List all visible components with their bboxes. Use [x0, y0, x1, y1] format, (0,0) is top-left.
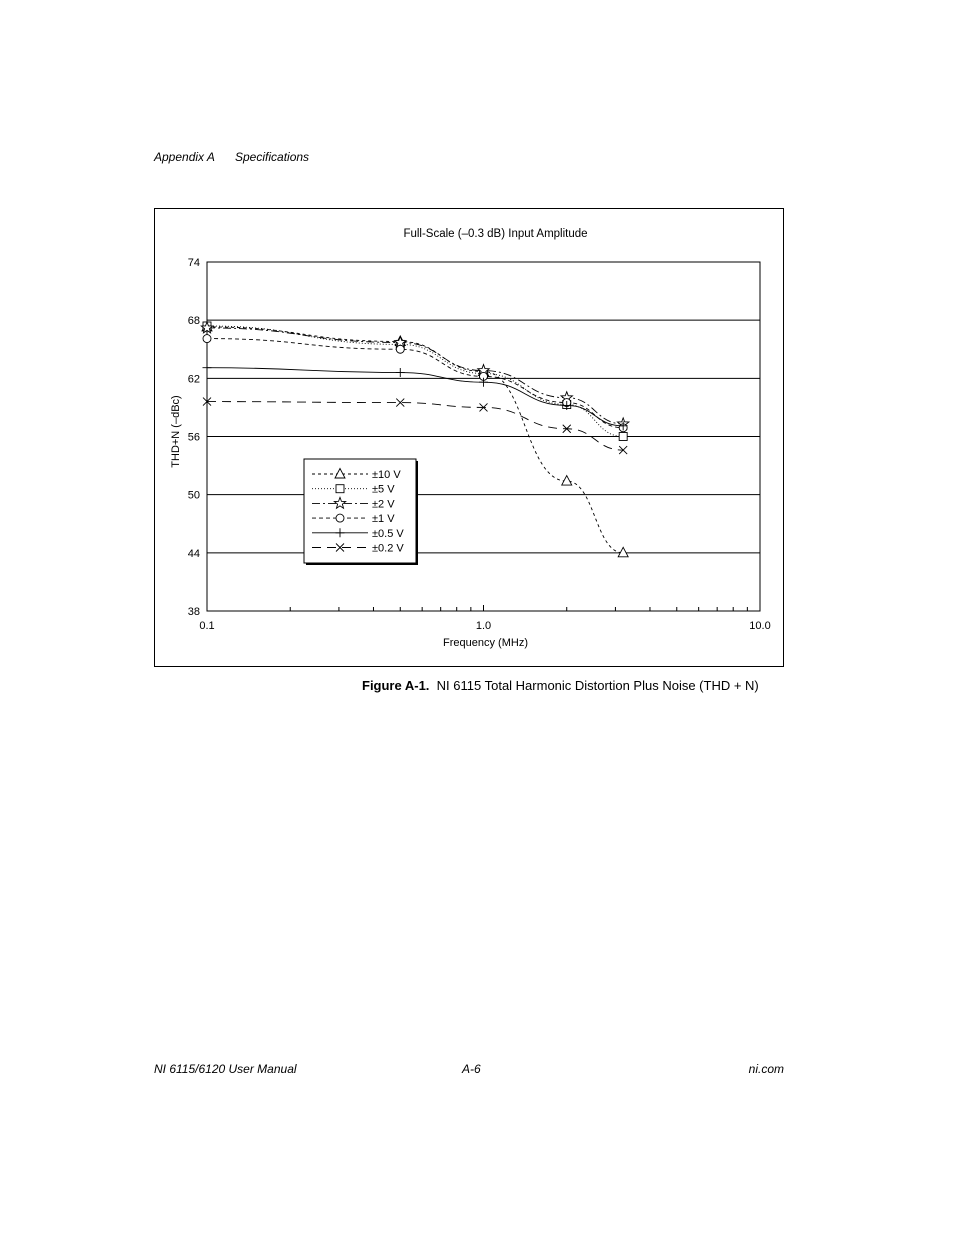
- legend-label: ±0.2 V: [372, 542, 404, 555]
- figure-caption-text: NI 6115 Total Harmonic Distortion Plus Noise (THD + N): [436, 678, 759, 693]
- x-tick-label: 10.0: [749, 620, 771, 632]
- legend-label: ±1 V: [372, 513, 395, 526]
- data-point: [562, 476, 572, 486]
- data-point: [336, 485, 344, 493]
- y-axis-label: THD+N (–dBc): [170, 395, 182, 468]
- series-line: [207, 368, 623, 426]
- header-appendix: Appendix A: [154, 150, 215, 164]
- y-tick-label: 74: [187, 257, 200, 269]
- legend-label: ±10 V: [372, 469, 401, 481]
- series-2: [203, 322, 627, 441]
- series-line: [207, 326, 623, 437]
- series-line: [207, 328, 623, 424]
- header-section: Specifications: [235, 150, 310, 164]
- x-tick-label: 1.0: [475, 620, 492, 632]
- series-3: [201, 322, 629, 429]
- thd-chart: [155, 209, 783, 666]
- data-point: [396, 368, 405, 377]
- data-point: [619, 433, 627, 441]
- x-tick-label: 0.1: [199, 620, 215, 632]
- y-tick-label: 68: [187, 315, 200, 328]
- series-4: [203, 335, 627, 432]
- y-tick-label: 38: [187, 606, 200, 618]
- y-tick-label: 50: [187, 489, 200, 502]
- data-point: [203, 363, 212, 372]
- series-line: [207, 339, 623, 428]
- legend-label: ±0.5 V: [372, 527, 404, 540]
- figure-label: Figure A-1.: [362, 678, 430, 693]
- figure-caption: [362, 678, 759, 693]
- figure-frame: [154, 208, 784, 667]
- y-tick-label: 62: [187, 373, 200, 386]
- x-axis-label: Frequency (MHz): [443, 637, 528, 649]
- legend-label: ±5 V: [372, 483, 395, 496]
- data-point: [336, 514, 344, 522]
- footer-manual: NI 6115/6120 User Manual: [154, 1062, 297, 1076]
- footer-page: A-6: [462, 1062, 481, 1076]
- series-line: [207, 402, 623, 450]
- y-tick-label: 44: [187, 547, 200, 560]
- footer-site: ni.com: [748, 1062, 784, 1076]
- legend-label: ±2 V: [372, 498, 395, 511]
- chart-title: Full-Scale (–0.3 dB) Input Amplitude: [403, 228, 588, 240]
- data-point: [396, 345, 404, 353]
- y-tick-label: 56: [187, 431, 200, 444]
- data-point: [203, 335, 211, 343]
